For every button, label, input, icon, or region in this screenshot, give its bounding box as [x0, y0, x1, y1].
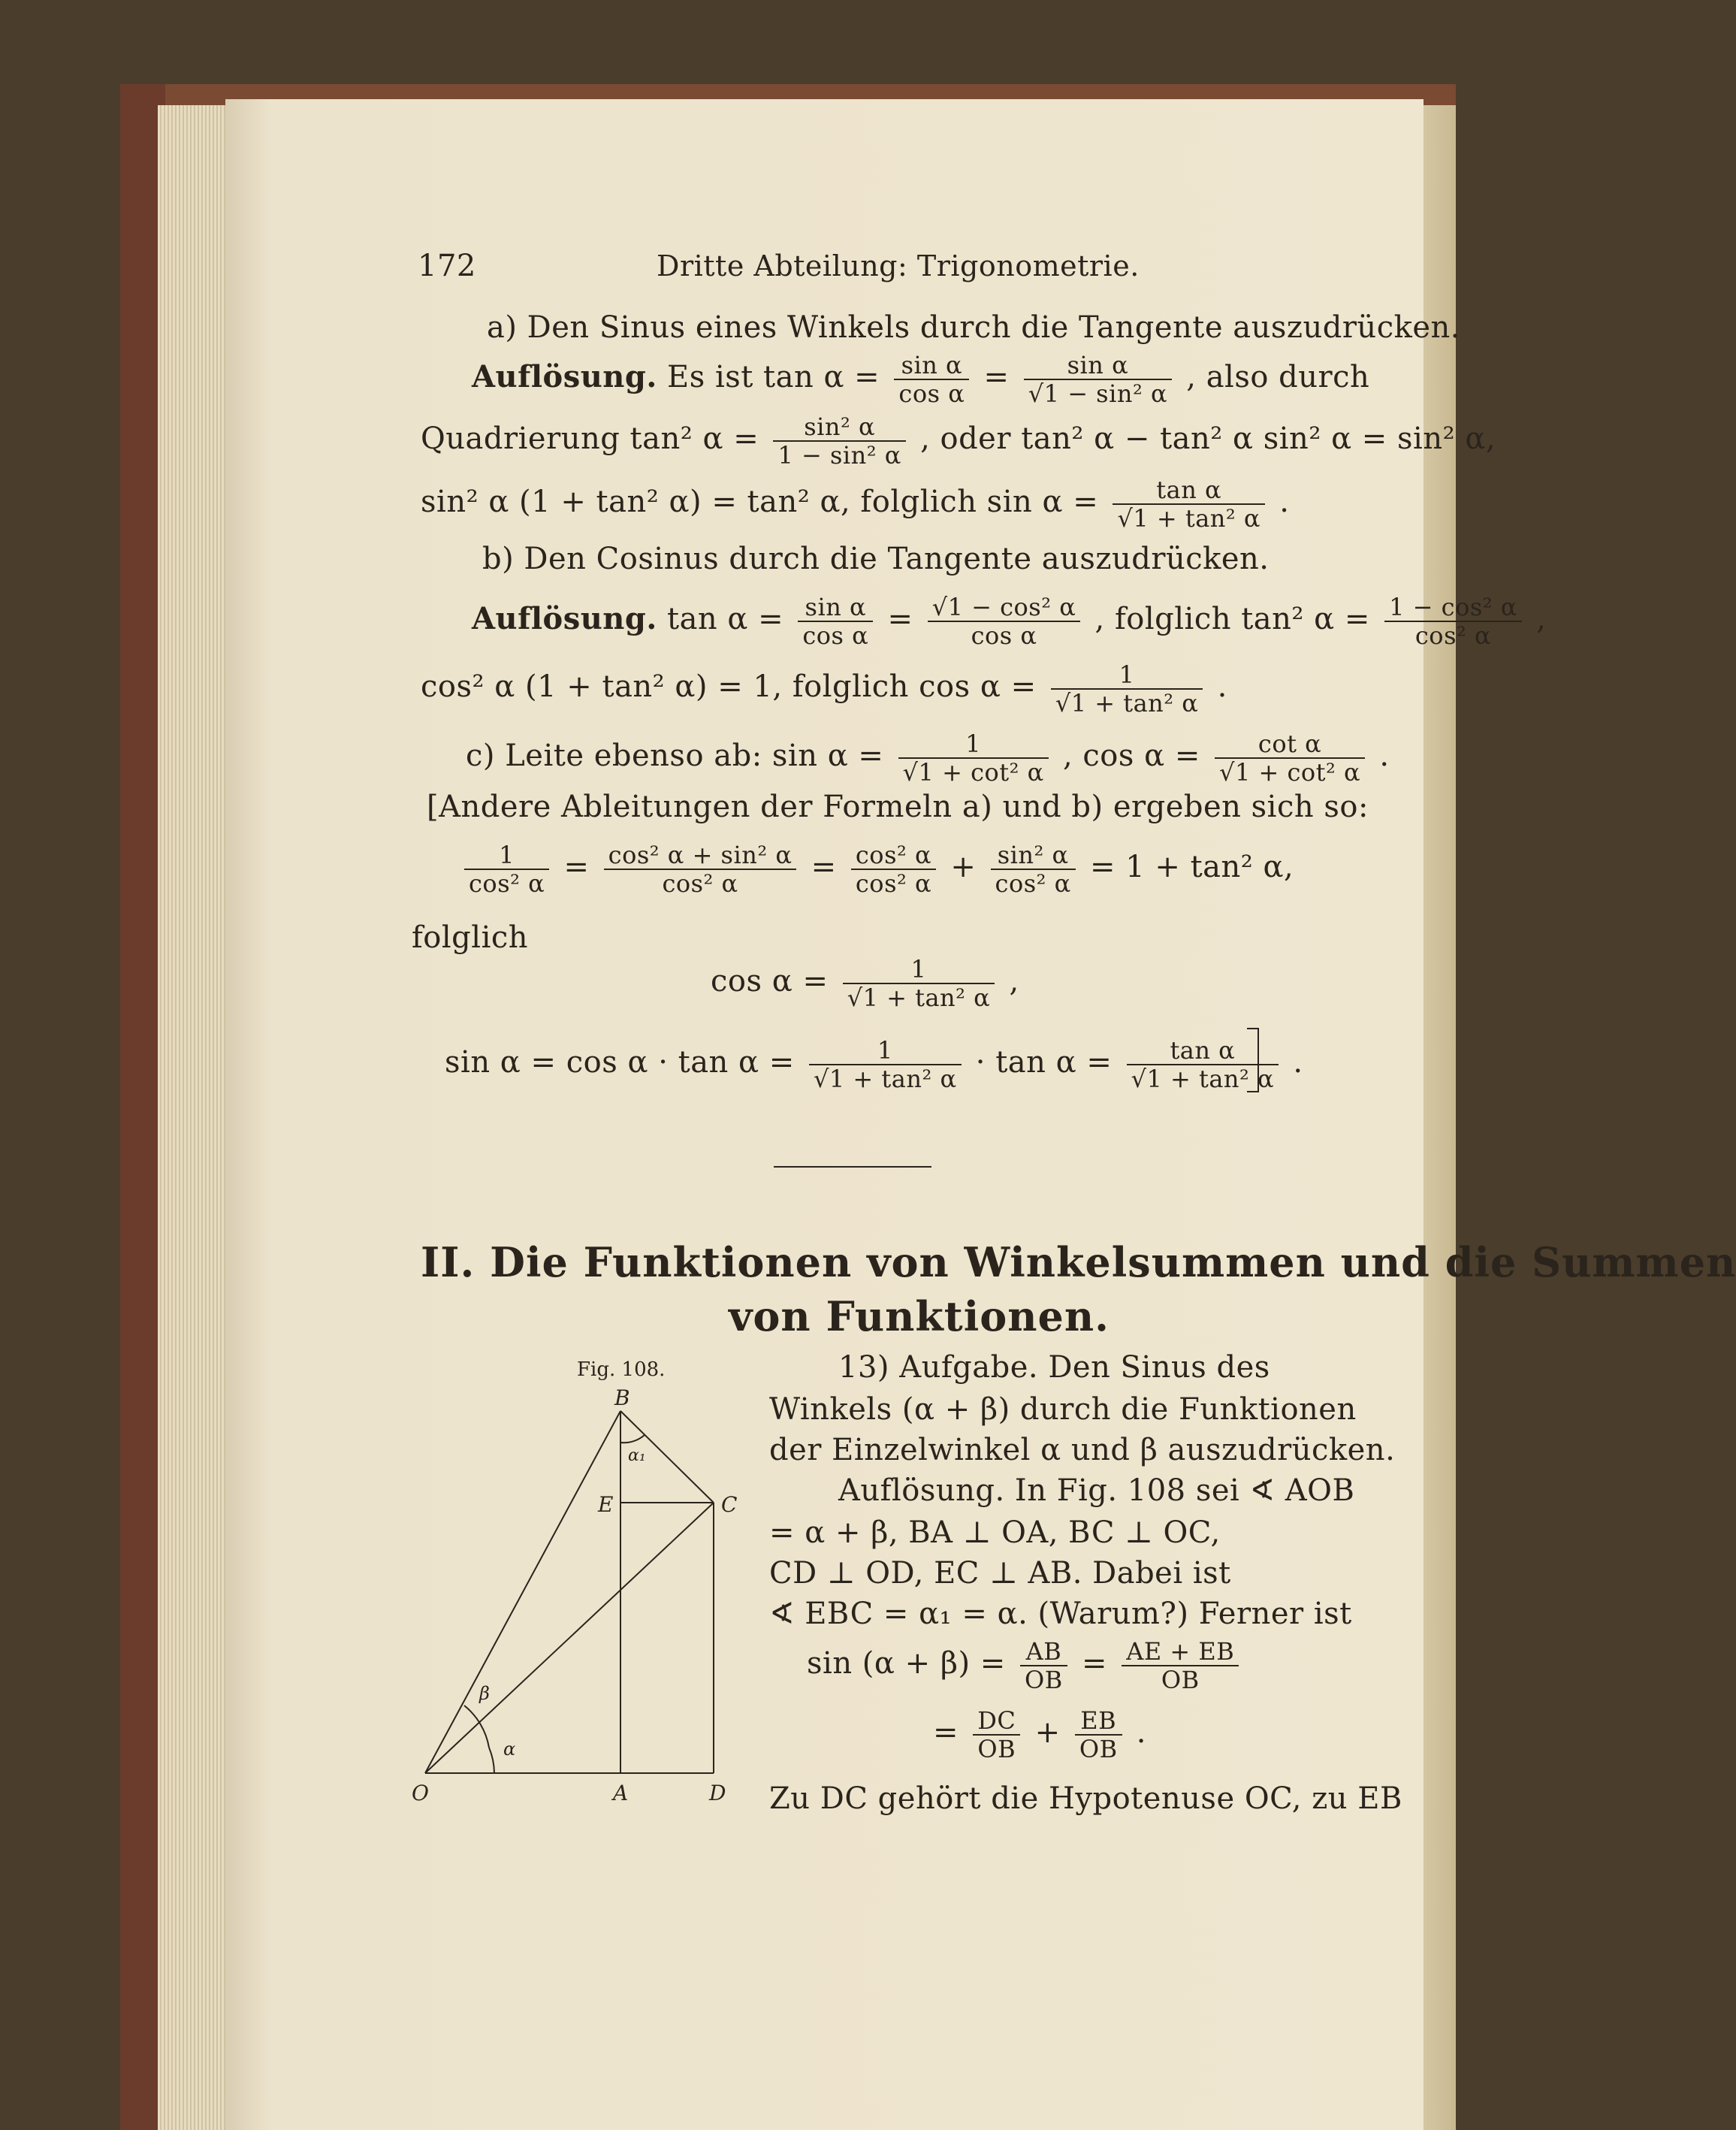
- arc-alpha: [489, 1748, 494, 1773]
- numerator: DC: [973, 1707, 1020, 1736]
- denominator: cos² α: [855, 869, 932, 898]
- part-b-line1: [472, 594, 1546, 649]
- denominator: √1 + cot² α: [902, 758, 1044, 787]
- text: = 1 + tan² α,: [1089, 850, 1294, 884]
- fraction: [1122, 1638, 1239, 1693]
- numerator: sin α: [798, 594, 873, 622]
- denominator: cos α: [802, 621, 869, 650]
- fraction: [898, 730, 1049, 786]
- denominator: √1 − sin² α: [1028, 379, 1168, 408]
- text: , also durch: [1186, 360, 1370, 394]
- fraction: [604, 841, 797, 897]
- text: Es ist tan α =: [667, 360, 880, 394]
- part-a-line1: [472, 352, 1369, 407]
- plus: +: [950, 850, 977, 884]
- equals: =: [811, 850, 837, 884]
- fraction: [894, 352, 969, 407]
- arc-alpha1: [620, 1435, 645, 1443]
- denominator: cos² α: [1414, 621, 1492, 650]
- text: .: [1136, 1715, 1147, 1750]
- numerator: 1: [898, 730, 1049, 759]
- line-ob: [425, 1411, 620, 1773]
- text: ,: [1536, 602, 1547, 636]
- page-number: 172: [418, 249, 476, 283]
- plus: +: [1034, 1715, 1061, 1750]
- label-b: B: [614, 1385, 630, 1410]
- denominator: OB: [977, 1735, 1016, 1763]
- text: , folglich tan² α =: [1094, 602, 1370, 636]
- numerator: cos² α + sin² α: [604, 841, 797, 870]
- aufgabe-line3: der Einzelwinkel α und β auszudrücken.: [769, 1433, 1396, 1467]
- numerator: 1 − cos² α: [1384, 594, 1522, 622]
- fraction: [809, 1037, 962, 1092]
- aufgabe-line6: CD ⊥ OD, EC ⊥ AB. Dabei ist: [769, 1556, 1231, 1591]
- denominator: cos α: [971, 621, 1037, 650]
- section-title-line2: von Funktionen.: [729, 1292, 1110, 1340]
- label-a: A: [613, 1781, 629, 1805]
- denominator: cos² α: [995, 869, 1071, 898]
- text: ,: [1009, 964, 1019, 999]
- part-c-line: [466, 730, 1390, 786]
- numerator: AE + EB: [1122, 1638, 1239, 1666]
- numerator: sin α: [894, 352, 969, 380]
- label-beta: β: [479, 1683, 490, 1704]
- part-a-intro: a) Den Sinus eines Winkels durch die Tangente auszudrücken.: [487, 310, 1460, 345]
- aufgabe-line4: Auflösung. In Fig. 108 sei ∢ AOB: [838, 1473, 1355, 1508]
- denominator: OB: [1161, 1666, 1200, 1694]
- aufgabe-last-line: Zu DC gehört die Hypotenuse OC, zu EB: [769, 1781, 1402, 1816]
- fraction: [798, 594, 873, 649]
- sin-sum-formula-cont: [933, 1707, 1146, 1763]
- label-alpha: α: [503, 1739, 516, 1760]
- denominator: √1 + tan² α: [1055, 689, 1199, 718]
- text: tan α =: [667, 602, 784, 636]
- andere-line1: [460, 841, 1294, 897]
- numerator: cos² α: [851, 841, 936, 870]
- text: , oder tan² α − tan² α sin² α = sin² α,: [920, 421, 1496, 456]
- text: cos² α (1 + tan² α) = 1, folglich cos α =: [421, 669, 1037, 704]
- text: .: [1293, 1045, 1303, 1080]
- equals: =: [887, 602, 913, 636]
- fraction: [843, 956, 995, 1011]
- label-d: D: [709, 1781, 726, 1805]
- cos-formula: [711, 956, 1019, 1011]
- denominator: √1 + tan² α: [814, 1065, 957, 1093]
- equals: =: [983, 360, 1010, 394]
- denominator: cos² α: [469, 869, 545, 898]
- denominator: √1 + tan² α: [1131, 1065, 1275, 1093]
- text: cos α =: [711, 964, 829, 999]
- numerator: tan α: [1127, 1037, 1279, 1065]
- numerator: AB: [1020, 1638, 1067, 1666]
- numerator: EB: [1075, 1707, 1122, 1736]
- aufloesung-label: Auflösung.: [472, 359, 657, 394]
- aufgabe-line2: Winkels (α + β) durch die Funktionen: [769, 1392, 1357, 1427]
- denominator: √1 + tan² α: [847, 983, 991, 1012]
- text: .: [1217, 669, 1227, 704]
- label-o: O: [412, 1781, 429, 1805]
- figure-caption: Fig. 108.: [577, 1358, 666, 1381]
- fraction: [1024, 352, 1172, 407]
- numerator: tan α: [1113, 476, 1265, 505]
- text: sin² α (1 + tan² α) = tan² α, folglich sin α =: [421, 485, 1099, 519]
- numerator: 1: [464, 841, 549, 870]
- running-title: Dritte Abteilung: Trigonometrie.: [657, 249, 1140, 282]
- fraction: [851, 841, 936, 897]
- text: sin (α + β) =: [807, 1646, 1006, 1681]
- text: · tan α =: [975, 1045, 1113, 1080]
- fraction: [1075, 1707, 1122, 1763]
- fraction: [1384, 594, 1522, 649]
- denominator: cos α: [898, 379, 965, 408]
- closing-bracket: [1247, 1028, 1259, 1092]
- label-e: E: [598, 1492, 614, 1517]
- numerator: sin² α: [773, 413, 905, 442]
- part-a-line2: [421, 413, 1496, 469]
- numerator: 1: [843, 956, 995, 984]
- part-b-intro: b) Den Cosinus durch die Tangente auszudrücken.: [482, 542, 1270, 576]
- label-c: C: [721, 1492, 738, 1517]
- aufloesung-label: Auflösung.: [472, 601, 657, 636]
- numerator: 1: [809, 1037, 962, 1065]
- numerator: sin α: [1024, 352, 1172, 380]
- line-oc: [425, 1503, 714, 1773]
- numerator: sin² α: [991, 841, 1076, 870]
- arc-beta: [464, 1706, 489, 1748]
- equals: =: [933, 1715, 959, 1750]
- fraction: [928, 594, 1081, 649]
- section-divider: [774, 1166, 931, 1168]
- text: Quadrierung tan² α =: [421, 421, 759, 456]
- fraction: [973, 1707, 1020, 1763]
- fraction: [773, 413, 905, 469]
- denominator: OB: [1025, 1666, 1063, 1694]
- part-a-line3: [421, 476, 1289, 532]
- text: sin α = cos α · tan α =: [445, 1045, 795, 1080]
- fraction: [1051, 661, 1203, 717]
- aufgabe-line5: = α + β, BA ⊥ OA, BC ⊥ OC,: [769, 1515, 1221, 1550]
- equals: =: [563, 850, 590, 884]
- equals: =: [1082, 1646, 1108, 1681]
- denominator: √1 + tan² α: [1117, 504, 1260, 533]
- sin-formula: [445, 1037, 1303, 1092]
- fraction: [1215, 730, 1365, 786]
- denominator: OB: [1079, 1735, 1118, 1763]
- sin-sum-formula: [807, 1638, 1243, 1693]
- text: .: [1379, 739, 1390, 773]
- aufgabe-line7: ∢ EBC = α₁ = α. (Warum?) Ferner ist: [769, 1597, 1352, 1631]
- folglich-label: folglich: [412, 920, 529, 955]
- fraction: [464, 841, 549, 897]
- fraction: [1020, 1638, 1067, 1693]
- andere-intro: [Andere Ableitungen der Formeln a) und b) ergeben sich so:: [427, 790, 1369, 824]
- numerator: √1 − cos² α: [928, 594, 1081, 622]
- denominator: 1 − sin² α: [777, 441, 901, 470]
- fraction: [1113, 476, 1265, 532]
- denominator: cos² α: [662, 869, 738, 898]
- label-alpha1: α₁: [628, 1446, 646, 1465]
- aufgabe-line1: 13) Aufgabe. Den Sinus des: [838, 1350, 1270, 1385]
- section-title-line1: II. Die Funktionen von Winkelsummen und die Summen: [421, 1238, 1736, 1286]
- text: c) Leite ebenso ab: sin α =: [466, 739, 884, 773]
- text: .: [1279, 485, 1290, 519]
- figure-108-diagram: [406, 1382, 751, 1811]
- fraction: [991, 841, 1076, 897]
- text: , cos α =: [1062, 739, 1200, 773]
- numerator: 1: [1051, 661, 1203, 690]
- denominator: √1 + cot² α: [1219, 758, 1361, 787]
- numerator: cot α: [1215, 730, 1365, 759]
- part-b-line2: [421, 661, 1227, 717]
